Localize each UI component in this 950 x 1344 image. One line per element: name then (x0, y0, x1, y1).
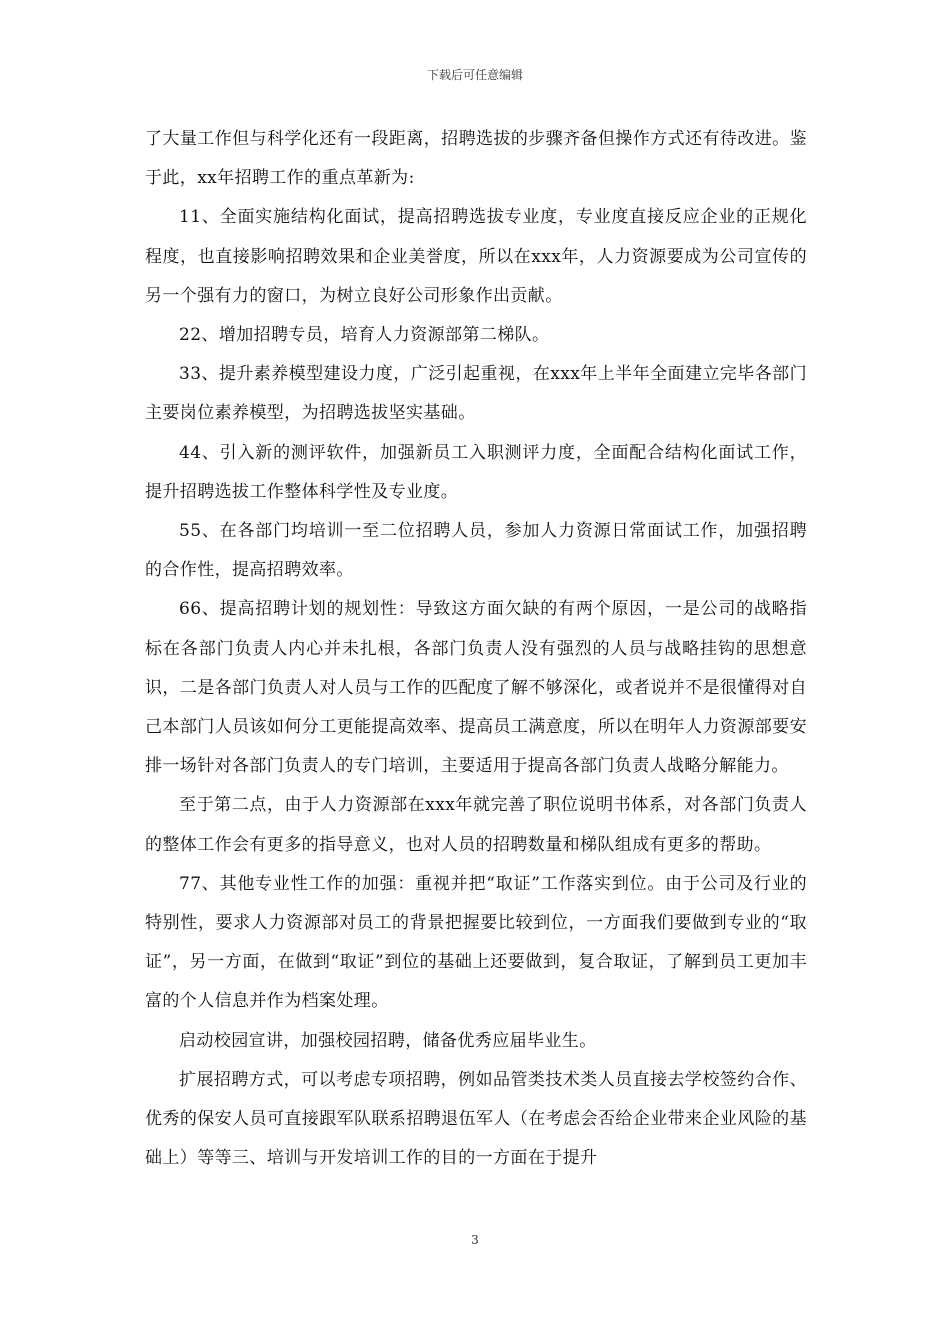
paragraph: 77、其他专业性工作的加强：重视并把“取证”工作落实到位。由于公司及行业的特别性，要求人力资源部对员工的背景把握要比较到位，一方面我们要做到专业的“取证”，另一方面，在做到“取证”到位的基础上还要做到，复合取证，了解到员工更加丰富的个人信息并作为档案处理。 (145, 873, 807, 1012)
page-number: 3 (471, 1233, 479, 1247)
paragraph: 22、增加招聘专员，培育人力资源部第二梯队。 (179, 325, 550, 346)
paragraph: 66、提高招聘计划的规划性：导致这方面欠缺的有两个原因，一是公司的战略指标在各部门负责人内心并未扎根，各部门负责人没有强烈的人员与战略挂钩的思想意识，二是各部门负责人对人员与工作的匹配度了解不够深化，或者说并不是很懂得对自己本部门人员该如何分工更能提高效率、提高员工满意度，所以在明年人力资源部要安排一场针对各部门负责人的专门培训，主要适用于提高各部门负责人战略分解能力。 (145, 599, 807, 777)
page-header: 下载后可任意编辑 (426, 68, 523, 82)
paragraph: 扩展招聘方式，可以考虑专项招聘，例如品管类技术类人员直接去学校签约合作、优秀的保安人员可直接跟军队联系招聘退伍军人（在考虑会否给企业带来企业风险的基础上）等等三、培训与开发培训工作的目的一方面在于提升 (145, 1069, 807, 1169)
paragraph: 至于第二点，由于人力资源部在xxx年就完善了职位说明书体系，对各部门负责人的整体工作会有更多的指导意义，也对人员的招聘数量和梯队组成有更多的帮助。 (145, 795, 807, 855)
paragraph: 44、引入新的测评软件，加强新员工入职测评力度，全面配合结构化面试工作，提升招聘选拔工作整体科学性及专业度。 (145, 442, 807, 502)
paragraph: 55、在各部门均培训一至二位招聘人员，参加人力资源日常面试工作，加强招聘的合作性，提高招聘效率。 (145, 521, 807, 581)
paragraph: 11、全面实施结构化面试，提高招聘选拔专业度，专业度直接反应企业的正规化程度，也直接影响招聘效果和企业美誉度，所以在xxx年，人力资源要成为公司宣传的另一个强有力的窗口，为树立良好公司形象作出贡献。 (145, 207, 807, 306)
paragraph: 33、提升素养模型建设力度，广泛引起重视，在xxx年上半年全面建立完毕各部门主要岗位素养模型，为招聘选拔坚实基础。 (145, 364, 807, 424)
paragraph: 启动校园宣讲，加强校园招聘，储备优秀应届毕业生。 (179, 1030, 597, 1051)
document-body (145, 120, 807, 1178)
paragraph: 了大量工作但与科学化还有一段距离，招聘选拔的步骤齐备但操作方式还有待改进。鉴于此，xx年招聘工作的重点革新为: (145, 129, 807, 189)
